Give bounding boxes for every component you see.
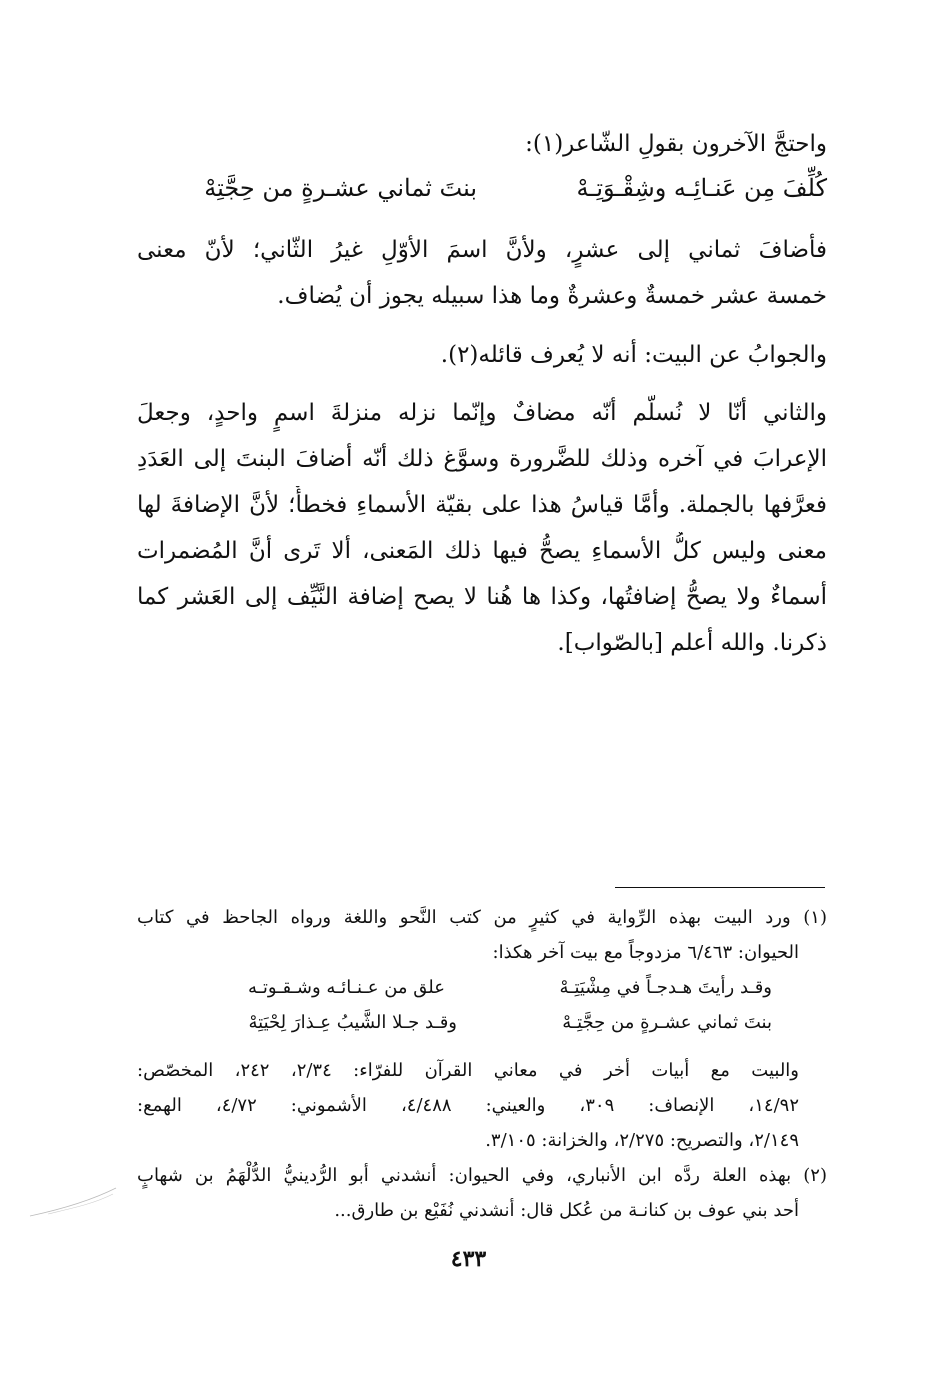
intro-line: واحتجَّ الآخرون بقولِ الشّاعر(١): xyxy=(525,131,827,157)
verse-second-hemistich: بنتَ ثماني عشـرةٍ من حِجَّتِهْ xyxy=(204,174,477,202)
paragraph-3-line-4: معنى وليس كلُّ الأسماءِ يصحُّ فيها ذلك المَعنى، ألا تَرى أنَّ المُضمرات xyxy=(137,538,827,564)
footnote-verse-1-second: وقـد رأيتَ هـدجـاً في مِشْيَتِـهْ xyxy=(559,977,772,998)
footnote-1-line-2: الحيوان: ٦/٤٦٣ مزدوجاً مع بيت آخر هكذا: xyxy=(492,942,799,963)
footnote-1-line-4: ١٤/٩٢، الإنصاف: ٣٠٩، والعيني: ٤/٤٨٨، الأشموني: ٤/٧٢، الهمع: xyxy=(137,1095,799,1116)
paragraph-3-line-3: فعرَّفها بالجملة. وأمَّا قياسُ هذا على بقيّة الأسماءِ فخطأٌ؛ لأنَّ الإضافةَ لها xyxy=(137,492,827,518)
footnote-verse-1-first: علق من عـنـائـه وشـقـوتـه xyxy=(247,977,445,998)
paragraph-3-line-1: والثاني أنّا لا نُسلّم أنّه مضافٌ وإنّما نزله منزلةَ اسمٍ واحدٍ، وجعلَ xyxy=(137,400,827,426)
footnote-1-line-1: (١) ورد البيت بهذه الرِّواية في كثيرٍ من كتب النَّحو واللغة ورواه الجاحظ في كتاب xyxy=(137,907,827,928)
verse-first-hemistich: كُلِّفَ مِن عَنـائِـه وشِقْـوَتِـهْ xyxy=(576,174,827,202)
paragraph-3-line-2: الإعرابَ في آخره وذلك للضَّرورة وسوَّغ ذلك أنّه أضافَ البنتَ إلى العَدَدِ xyxy=(137,446,827,472)
footnote-separator xyxy=(615,887,825,888)
page-number: ٤٣٣ xyxy=(450,1246,487,1272)
paragraph-1-line-2: خمسة عشر خمسةٌ وعشرةٌ وما هذا سبيله يجوز أن يُضاف. xyxy=(277,283,827,309)
footnote-verse-2-first: وقـد جـلا الشَّيبُ عِـذارَ لِحْيَتِهْ xyxy=(248,1012,457,1033)
scan-speck-marks xyxy=(28,1180,118,1220)
footnote-1-line-5: ٢/١٤٩، والتصريح: ٢/٢٧٥، والخزانة: ٣/١٠٥. xyxy=(485,1130,799,1151)
footnote-2-line-1: (٢) بهذه العلة ردَّه ابن الأنباري، وفي الحيوان: أنشدني أبو الرُّدينيُّ الدُّلْهَمُ بن شهابٍ xyxy=(137,1165,827,1186)
footnote-2-line-2: أحد بني عوف بن كنانـة من عُكل قال: أنشدني نُفَيْع بن طارق... xyxy=(334,1200,799,1221)
paragraph-2: والجوابُ عن البيت: أنه لا يُعرف قائله(٢). xyxy=(440,342,827,368)
paragraph-3-line-6: ذكرنا. والله أعلم [بالصّواب]. xyxy=(557,630,827,656)
paragraph-3-line-5: أسماءٌ ولا يصحُّ إضافتُها، وكذا ها هُنا لا يصح إضافة النَّيِّف إلى العَشر كما xyxy=(137,584,827,610)
footnote-1-line-3: والبيت مع أبيات أخر في معاني القرآن للفرّاء: ٢/٣٤، ٢٤٢، المخصّص: xyxy=(137,1060,799,1081)
paragraph-1-line-1: فأضافَ ثماني إلى عشرٍ، ولأنَّ اسمَ الأوّلِ غيرُ الثّاني؛ لأنّ معنى xyxy=(137,237,827,263)
footnote-verse-2-second: بنتَ ثماني عشـرةٍ من حِجَّتِـهْ xyxy=(562,1012,772,1033)
